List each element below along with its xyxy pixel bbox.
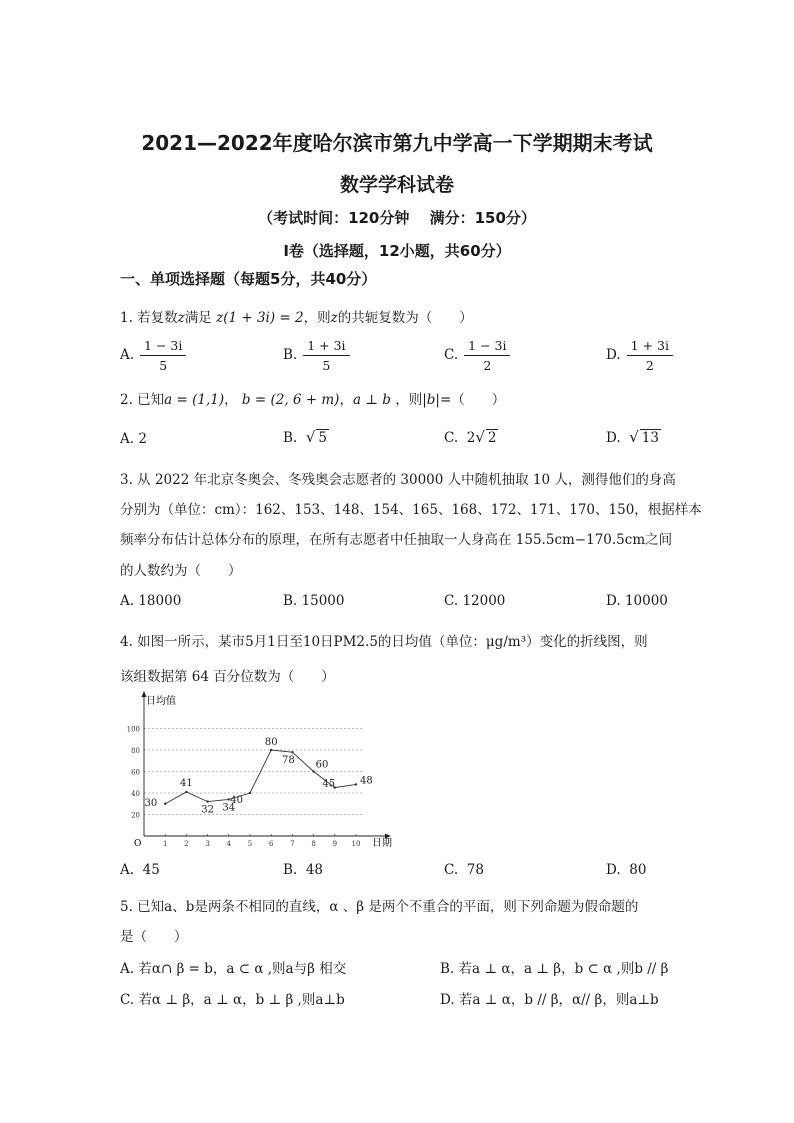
q3-option-c[interactable]: C. 12000 (444, 593, 506, 609)
q2-option-d[interactable]: D. √ 13 (606, 428, 659, 446)
x-tick-label: 6 (268, 840, 274, 848)
q5-option-a[interactable]: A. 若α∩ β = b，a ⊂ α ,则a与β 相交 (120, 961, 347, 977)
q5-option-b[interactable]: B. 若a ⊥ α，a ⊥ β，b ⊂ α ,则b // β (440, 961, 669, 977)
x-tick-label: 1 (162, 840, 168, 848)
data-point (249, 792, 251, 794)
question-3-line-2: 分别为（单位：cm）：162、153、148、154、165、168、172、171、170、150，根据样本 (120, 502, 702, 518)
data-label: 40 (230, 795, 243, 806)
data-point (270, 749, 272, 751)
question-3-line-3: 频率分布估计总体分布的原理，在所有志愿者中任抽取一人身高在 155.5cm−170.5cm之间 (120, 532, 673, 548)
x-tick-label: 5 (247, 840, 253, 848)
q4-option-b[interactable]: B. 48 (283, 862, 323, 878)
question-4-line-2: 该组数据第 64 百分位数为（ ） (120, 669, 335, 685)
q5-option-c[interactable]: C. 若α ⊥ β，a ⊥ α，b ⊥ β ,则a⊥b (120, 992, 345, 1008)
y-tick-label: 40 (131, 790, 140, 798)
q2-option-b[interactable]: B. √ 5 (283, 428, 327, 446)
section-heading: 一、单项选择题（每题5分，共40分） (120, 270, 377, 288)
data-label: 48 (360, 775, 373, 787)
data-label: 45 (322, 778, 336, 790)
x-tick-label: 8 (311, 840, 316, 848)
data-label: 78 (282, 755, 295, 767)
question-3-line-4: 的人数约为（ ） (120, 563, 242, 579)
exam-subtitle: 数学学科试卷 (339, 174, 454, 196)
y-tick-label: 100 (126, 725, 140, 734)
x-tick-label: 2 (184, 840, 189, 848)
data-label: 32 (201, 804, 214, 816)
q3-option-b[interactable]: B. 15000 (283, 593, 345, 609)
x-tick-label: 9 (332, 840, 338, 848)
exam-title: 2021—2022年度哈尔滨市第九中学高一下学期期末考试 (141, 131, 653, 155)
exam-info: （考试时间：120分钟 满分：150分） (258, 209, 536, 227)
q5-option-d[interactable]: D. 若a ⊥ α，b // β，α// β，则a⊥b (440, 992, 659, 1008)
x-tick-label: 3 (205, 840, 210, 848)
y-tick-label: 20 (131, 811, 140, 820)
q4-option-d[interactable]: D. 80 (606, 862, 647, 878)
question-4-line-1: 4. 如图一所示，某市5月1日至10日PM2.5的日均值（单位：μg/m³）变化的折线图，则 (120, 634, 648, 650)
x-tick-label: 10 (351, 840, 361, 848)
question-3-line-1: 3. 从 2022 年北京冬奥会、冬残奥会志愿者的 30000 人中随机抽取 10 人，测得他们的身高 (120, 472, 676, 488)
q1-option-b[interactable]: B. $\frac{1 + 3i}{5}$ (283, 338, 350, 373)
question-5-line-1: 5. 已知a、b是两条不相同的直线，α 、β 是两个不重合的平面，则下列命题为假命题的 (120, 899, 639, 915)
volume-heading: Ⅰ卷（选择题，12小题，共60分） (283, 242, 511, 260)
q1-option-c[interactable]: C. $\frac{1 - 3i}{2}$ (444, 338, 510, 373)
q4-option-c[interactable]: C. 78 (444, 862, 484, 878)
chart-x-axis-label: 日期 (372, 838, 392, 849)
q1-option-a[interactable]: A. $\frac{1 - 3i}{5}$ (120, 338, 186, 373)
data-label: 60 (315, 759, 329, 771)
y-tick-label: 60 (131, 768, 140, 777)
data-point (355, 783, 357, 785)
q4-option-a[interactable]: A. 45 (120, 862, 160, 878)
y-tick-label: 80 (131, 747, 140, 755)
question-5-line-2: 是（ ） (120, 929, 188, 945)
data-point (185, 791, 187, 793)
q2-option-c[interactable]: C. 2√ 2 (444, 428, 497, 446)
chart-origin-label: O (134, 839, 142, 849)
data-point (164, 803, 166, 805)
y-axis-arrow (142, 691, 147, 697)
data-label: 34 (222, 802, 236, 814)
question-1-stem: 1. 若复数z满足 z(1 + 3i) = 2，则z的共轭复数为（ ） (120, 310, 473, 326)
series-line (165, 750, 356, 804)
data-label: 80 (264, 737, 278, 748)
data-point (206, 800, 208, 802)
x-tick-label: 7 (290, 840, 295, 848)
data-label: 41 (180, 777, 193, 789)
q3-option-a[interactable]: A. 18000 (120, 593, 182, 609)
q2-option-a[interactable]: A. 2 (120, 431, 147, 447)
data-label: 30 (144, 797, 158, 809)
q3-option-d[interactable]: D. 10000 (606, 593, 668, 609)
x-tick-label: 4 (226, 840, 232, 848)
chart-y-axis-label: 日均值 (146, 696, 176, 707)
data-point (291, 751, 293, 753)
question-2-stem: 2. 已知a = (1,1)， b = (2, 6 + m)，a ⊥ b ，则|b|=（ ） (120, 392, 506, 408)
q1-option-d[interactable]: D. $\frac{1 + 3i}{2}$ (606, 338, 673, 373)
data-point (312, 770, 314, 772)
pm25-line-chart (124, 690, 404, 850)
